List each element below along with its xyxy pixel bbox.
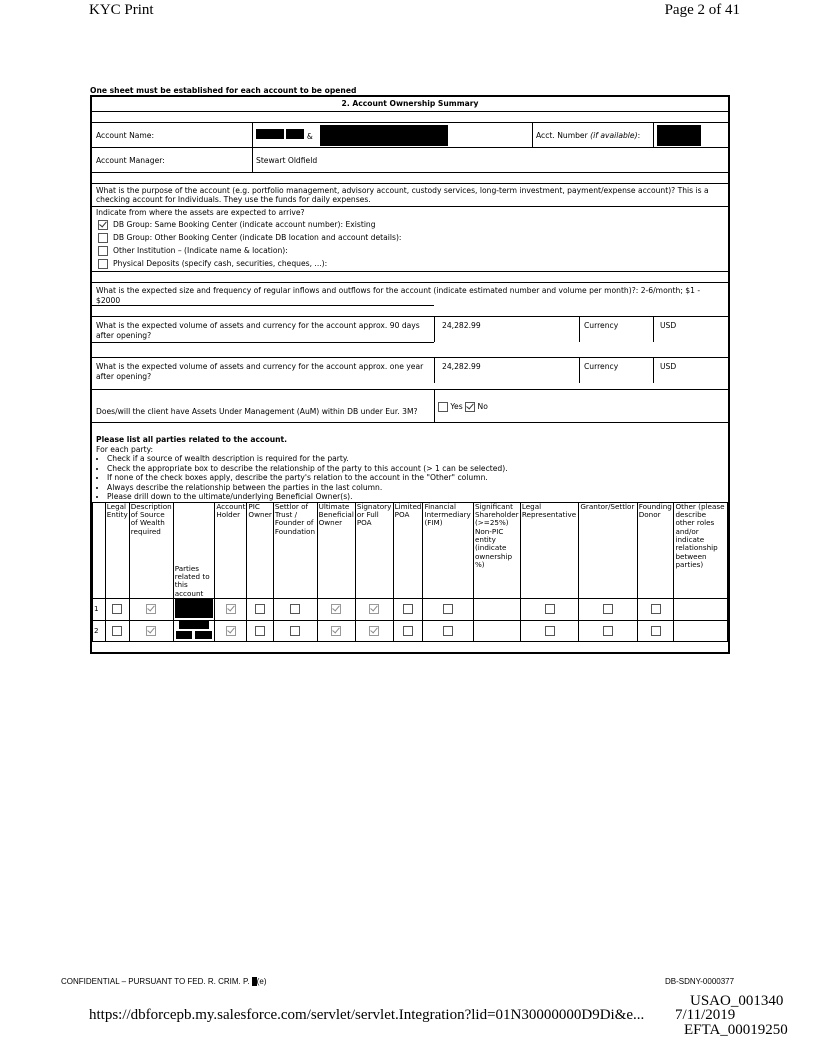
assets-option-label: Physical Deposits (specify cash, securities, cheques, ...): (113, 259, 328, 269)
table-header: PIC Owner (247, 502, 273, 598)
assets-option-checkbox[interactable] (98, 233, 108, 243)
source-wealth-checkbox[interactable] (146, 626, 156, 636)
founding-donor-cell (637, 621, 674, 642)
instruction-item: • Check if a source of wealth description is required for the party. (107, 454, 724, 463)
legal-rep-checkbox[interactable] (545, 626, 555, 636)
settlor-checkbox[interactable] (290, 626, 300, 636)
assets-option (98, 220, 724, 230)
acct-number-label: Acct. Number (if available): (536, 131, 641, 140)
currency-label: Currency (584, 362, 619, 372)
purpose-question: What is the purpose of the account (e.g. portfolio management, advisory account, custody services, long-term investment, payment/expense account)? This is a checking account for Individuals. They use the funds for daily expenses. (96, 186, 709, 205)
volume-90-row (92, 316, 728, 342)
legal-rep-checkbox[interactable] (545, 604, 555, 614)
source-wealth-cell (129, 598, 173, 620)
table-header: Legal Representative (520, 502, 578, 598)
ubo-cell (317, 621, 355, 642)
shareholder-cell (473, 621, 520, 642)
table-header: Significant Shareholder (>=25%) Non-PIC entity (indicate ownership %) (473, 502, 520, 598)
page-counter: Page 2 of 41 (664, 2, 740, 18)
assets-option-checkbox[interactable] (98, 259, 108, 269)
settlor-checkbox[interactable] (290, 604, 300, 614)
table-header (93, 502, 106, 598)
table-header: Financial Intermediary (FIM) (423, 502, 474, 598)
signatory-checkbox[interactable] (369, 626, 379, 636)
account-manager-label: Account Manager: (96, 156, 165, 165)
assets-option (98, 259, 724, 269)
print-date: 7/11/2019 (675, 1007, 736, 1023)
legal-entity-cell (105, 621, 129, 642)
fim-cell (423, 598, 474, 620)
table-header: Limited POA (393, 502, 423, 598)
limited-poa-checkbox[interactable] (403, 604, 413, 614)
volume-1y-row (92, 357, 728, 383)
assets-option (98, 246, 724, 256)
limited-poa-cell (393, 621, 423, 642)
section-title: 2. Account Ownership Summary (341, 99, 479, 108)
bates-number: DB-SDNY-0000377 (665, 977, 735, 986)
parties-instructions (96, 454, 724, 501)
aum-row (92, 389, 728, 422)
volume-1y-question: What is the expected volume of assets and currency for the account approx. one year after opening? (96, 362, 424, 381)
currency-value: USD (660, 321, 677, 331)
redaction (175, 599, 213, 618)
assets-option-checkbox[interactable] (98, 220, 108, 230)
fim-checkbox[interactable] (443, 626, 453, 636)
account-holder-checkbox[interactable] (226, 604, 236, 614)
pic-owner-cell (247, 598, 273, 620)
aum-no-checkbox[interactable] (465, 402, 475, 412)
ubo-cell (317, 598, 355, 620)
grantor-cell (579, 621, 637, 642)
table-header: Ultimate Beneficial Owner (317, 502, 355, 598)
signatory-cell (355, 598, 393, 620)
instruction-item: • Always describe the relationship between the parties in the last column. (107, 483, 724, 492)
assets-option (98, 233, 724, 243)
founding-donor-checkbox[interactable] (651, 604, 661, 614)
legal-rep-cell (520, 621, 578, 642)
party-name-redacted (173, 621, 215, 642)
aum-yes-label: Yes (450, 402, 463, 412)
other-cell (674, 598, 728, 620)
row-number: 2 (93, 621, 106, 642)
account-holder-checkbox[interactable] (226, 626, 236, 636)
redaction (195, 631, 212, 639)
settlor-cell (273, 621, 317, 642)
flows-question: What is the expected size and frequency of regular inflows and outflows for the account (indicate estimated number and volume per month)?: 2-6/month; $1 - $2000 (96, 286, 701, 305)
pic-owner-checkbox[interactable] (255, 626, 265, 636)
account-name-row (92, 122, 728, 147)
volume-1y-value: 24,282.99 (442, 362, 481, 372)
ubo-checkbox[interactable] (331, 626, 341, 636)
assets-origin-row (92, 206, 728, 271)
volume-90-value: 24,282.99 (442, 321, 481, 331)
source-wealth-cell (129, 621, 173, 642)
table-header: Legal Entity (105, 502, 129, 598)
table-header: Grantor/Settlor (579, 502, 637, 598)
fim-cell (423, 621, 474, 642)
usao-number: USAO_001340 (690, 993, 784, 1009)
acct-number-redaction (657, 125, 701, 146)
other-cell (674, 621, 728, 642)
volume-90-question: What is the expected volume of assets and currency for the account approx. 90 days after opening? (96, 321, 420, 340)
grantor-cell (579, 598, 637, 620)
instruction-item: • If none of the check boxes apply, describe the party's relation to the account in the "Other" column. (107, 473, 724, 482)
table-header: Signatory or Full POA (355, 502, 393, 598)
account-name-ampersand: & (306, 132, 313, 141)
legal-rep-cell (520, 598, 578, 620)
parties-heading: Please list all parties related to the account. (96, 435, 288, 445)
instruction-item: • Check the appropriate box to describe the relationship of the party to this account (> 1 can be selected). (107, 464, 724, 473)
account-ownership-form (90, 95, 730, 654)
account-holder-cell (215, 621, 247, 642)
table-row (93, 621, 728, 642)
shareholder-cell (473, 598, 520, 620)
legal-entity-checkbox[interactable] (112, 604, 122, 614)
currency-value: USD (660, 362, 677, 372)
assets-option-label: Other Institution – (Indicate name & location): (113, 246, 288, 256)
assets-option-label: DB Group: Same Booking Center (indicate account number): Existing (113, 220, 376, 230)
table-header: Account Holder (215, 502, 247, 598)
aum-answer (438, 402, 488, 422)
ubo-checkbox[interactable] (331, 604, 341, 614)
table-row (93, 598, 728, 620)
signatory-checkbox[interactable] (369, 604, 379, 614)
account-name-value (256, 129, 313, 147)
redaction (176, 631, 192, 639)
assets-option-checkbox[interactable] (98, 246, 108, 256)
assets-option-label: DB Group: Other Booking Center (indicate DB location and account details): (113, 233, 402, 243)
legal-entity-checkbox[interactable] (112, 626, 122, 636)
source-wealth-checkbox[interactable] (146, 604, 156, 614)
parties-intro: For each party: (96, 444, 154, 454)
redaction (179, 621, 209, 629)
fim-checkbox[interactable] (443, 604, 453, 614)
row-number: 1 (93, 598, 106, 620)
table-header: Founding Donor (637, 502, 674, 598)
aum-no-label: No (477, 402, 488, 412)
pic-owner-checkbox[interactable] (255, 604, 265, 614)
form-note: One sheet must be established for each account to be opened (90, 86, 357, 95)
table-header: Other (please describe other roles and/or indicate relationship between parties) (674, 502, 728, 598)
aum-question: Does/will the client have Assets Under Management (AuM) within DB under Eur. 3M? (96, 407, 418, 417)
account-manager-value: Stewart Oldfield (256, 156, 318, 165)
efta-number: EFTA_00019250 (684, 1022, 788, 1038)
grantor-checkbox[interactable] (603, 604, 613, 614)
parties-table (92, 502, 728, 643)
grantor-checkbox[interactable] (603, 626, 613, 636)
aum-yes-checkbox[interactable] (438, 402, 448, 412)
table-header: Description of Source of Wealth required (129, 502, 173, 598)
legal-entity-cell (105, 598, 129, 620)
assets-origin-label: Indicate from where the assets are expected to arrive? (96, 207, 305, 217)
signatory-cell (355, 621, 393, 642)
party-name-redacted (173, 598, 215, 620)
pic-owner-cell (247, 621, 273, 642)
table-header: Parties related to this account (173, 502, 215, 598)
account-holder-cell (215, 598, 247, 620)
settlor-cell (273, 598, 317, 620)
purpose-row (92, 183, 728, 206)
limited-poa-checkbox[interactable] (403, 626, 413, 636)
page-url: https://dbforcepb.my.salesforce.com/servlet/servlet.Integration?lid=01N30000000D9Di&e... (89, 1007, 645, 1023)
redaction (286, 129, 304, 139)
founding-donor-cell (637, 598, 674, 620)
limited-poa-cell (393, 598, 423, 620)
instruction-item: • Please drill down to the ultimate/underlying Beneficial Owner(s). (107, 492, 724, 501)
print-title: KYC Print (89, 2, 154, 18)
parties-section (92, 433, 728, 501)
account-manager-row (92, 147, 728, 172)
account-name-label: Account Name: (96, 131, 155, 140)
redaction (256, 129, 284, 139)
flows-row (92, 282, 728, 305)
table-header: Settlor of Trust / Founder of Foundation (273, 502, 317, 598)
redaction (320, 125, 448, 146)
founding-donor-checkbox[interactable] (651, 626, 661, 636)
confidential-notice: CONFIDENTIAL – PURSUANT TO FED. R. CRIM. P. (e) (61, 977, 267, 986)
currency-label: Currency (584, 321, 619, 331)
